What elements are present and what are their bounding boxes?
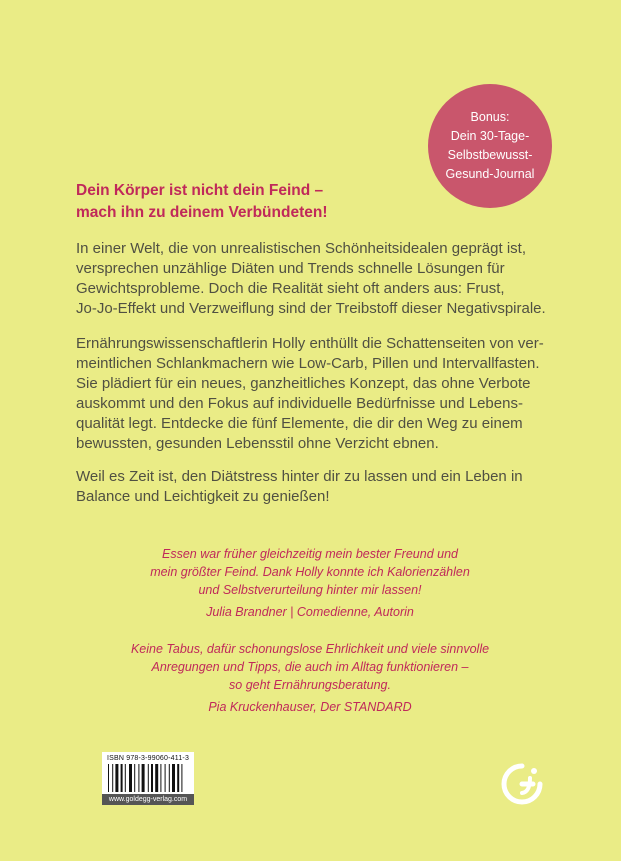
review-quote (60, 640, 560, 716)
headline-line: Dein Körper ist nicht dein Feind – (76, 182, 324, 199)
bonus-line: Selbstbewusst- (447, 148, 533, 162)
testimonial-quote (60, 545, 560, 621)
text-line: Sie plädiert für ein neues, ganzheitliches Konzept, das ohne Verbote (76, 375, 531, 392)
text-line: versprechen unzählige Diäten und Trends schnelle Lösungen für (76, 260, 505, 277)
bonus-line: Gesund-Journal (445, 167, 535, 181)
quote-line: und Selbstverurteilung hinter mir lassen! (198, 583, 422, 597)
text-line: Weil es Zeit ist, den Diätstress hinter dir zu lassen und ein Leben in (76, 468, 523, 485)
text-line: meintlichen Schlankmachern wie Low-Carb, Pillen und Intervallfasten. (76, 355, 540, 372)
quote-line: Anregungen und Tipps, die auch im Alltag funktionieren – (151, 660, 469, 674)
text-line: qualität legt. Entdecke die fünf Elemente, die dir den Weg zu einem (76, 415, 523, 432)
text-line: In einer Welt, die von unrealistischen Schönheitsidealen geprägt ist, (76, 240, 526, 257)
goldegg-logo-icon (500, 762, 544, 806)
isbn-number: ISBN 978-3-99060-411-3 (106, 755, 190, 762)
intro-paragraph (76, 239, 566, 319)
quote-line: Keine Tabus, dafür schonungslose Ehrlichkeit und viele sinnvolle (130, 642, 490, 656)
text-line: Jo-Jo-Effekt und Verzweiflung sind der Treibstoff dieser Negativspirale. (76, 300, 546, 317)
text-line: Ernährungswissenschaftlerin Holly enthüllt die Schattenseiten von ver- (76, 335, 544, 352)
bonus-line: Bonus: (470, 110, 510, 124)
quote-author: Julia Brandner | Comedienne, Autorin (206, 605, 414, 619)
text-line: Balance und Leichtigkeit zu genießen! (76, 488, 330, 505)
body-paragraph (76, 334, 566, 454)
quote-author: Pia Kruckenhauser, Der STANDARD (208, 700, 412, 714)
bonus-line: Dein 30-Tage- (450, 129, 530, 143)
barcode-icon (106, 764, 190, 792)
text-line: Gewichtsprobleme. Doch die Realität sieht oft anders aus: Frust, (76, 280, 505, 297)
quote-line: so geht Ernährungsberatung. (229, 678, 391, 692)
headline (76, 180, 556, 224)
text-line: auskommt und den Fokus auf individuelle Bedürfnisse und Lebens- (76, 395, 523, 412)
isbn-barcode (102, 752, 194, 805)
closing-paragraph (76, 467, 566, 507)
headline-line: mach ihn zu deinem Verbündeten! (76, 204, 328, 221)
publisher-url[interactable]: www.goldegg-verlag.com (102, 794, 194, 805)
quote-line: mein größter Feind. Dank Holly konnte ich Kalorienzählen (150, 565, 470, 579)
text-line: bewussten, gesunden Lebensstil ohne Verzicht ebnen. (76, 435, 439, 452)
quote-line: Essen war früher gleichzeitig mein bester Freund und (162, 547, 458, 561)
